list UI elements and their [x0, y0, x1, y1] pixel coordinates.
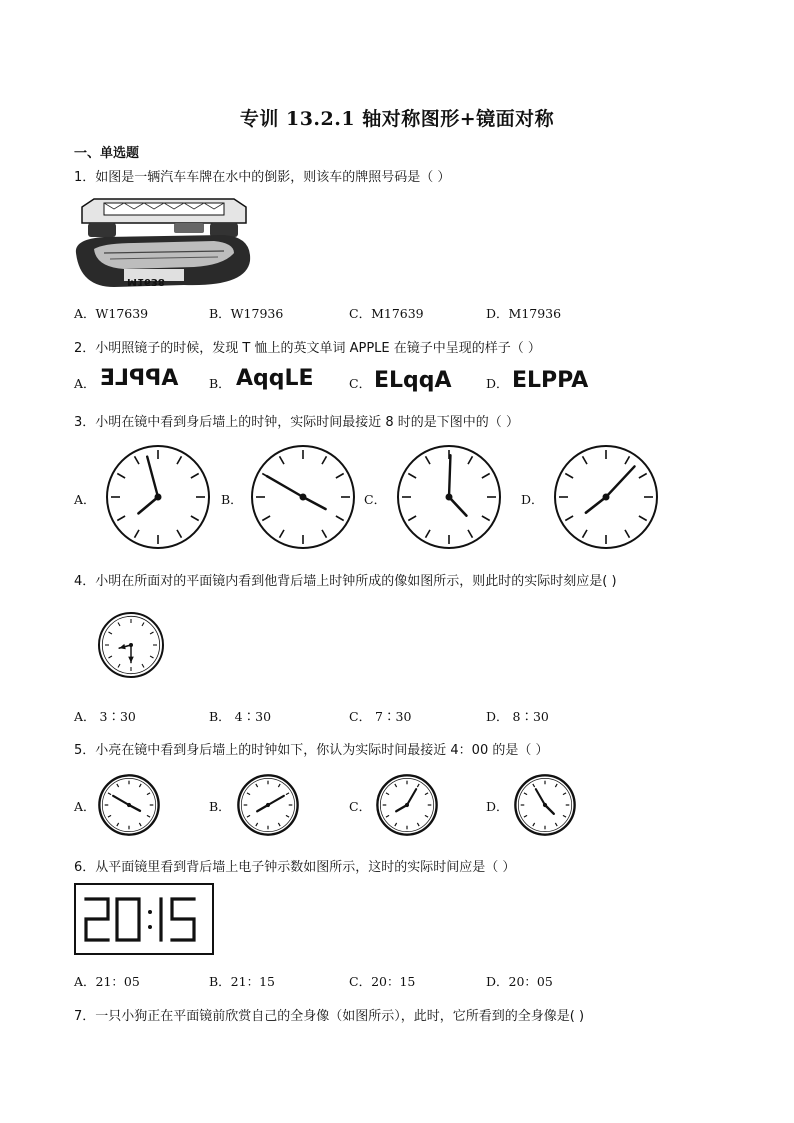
clock-hub: [127, 803, 131, 807]
q6-option-b[interactable]: B．21：15: [209, 974, 275, 989]
q2-word-a: APPLE: [100, 366, 179, 391]
question-2-stem: 2．小明照镜子的时候，发现 T 恤上的英文单词 APPLE 在镜子中呈现的样子（ ）: [74, 341, 541, 356]
q4-option-b[interactable]: B． 4∶30: [209, 709, 272, 724]
minute-hand: [449, 455, 450, 497]
digital-clock-display: [74, 883, 214, 955]
q1-option-a[interactable]: A．W17639: [74, 306, 149, 321]
clock-hub: [603, 494, 610, 501]
q3-label-a[interactable]: A．: [74, 492, 96, 507]
q1-option-d[interactable]: D．M17936: [486, 306, 562, 321]
plate-reflection-text: M1638: [127, 276, 165, 287]
q4-option-c[interactable]: C． 7∶30: [349, 709, 412, 724]
clock-hub: [155, 494, 162, 501]
q4-clock: [95, 609, 167, 681]
q3-clock-a[interactable]: [104, 443, 212, 551]
question-5-stem: 5．小亮在镜中看到身后墙上的时钟如下，你认为实际时间最接近 4：00 的是（ ）: [74, 743, 549, 758]
q6-option-c[interactable]: C．20：15: [349, 974, 416, 989]
q2-word-b: AqqLE: [236, 366, 314, 391]
q1-option-b[interactable]: B．W17936: [209, 306, 284, 321]
clock-hub: [446, 494, 453, 501]
q2-word-c: ELqqA: [374, 368, 452, 393]
clock-hub: [405, 803, 409, 807]
q2-word-d: ELPPA: [512, 368, 589, 393]
question-1-stem: 1．如图是一辆汽车车牌在水中的倒影，则该车的牌照号码是（ ）: [74, 170, 451, 185]
question-7-stem: 7．一只小狗正在平面镜前欣赏自己的全身像（如图所示），此时，它所看到的全身像是( ): [74, 1009, 585, 1024]
q5-clock-a[interactable]: [97, 773, 161, 837]
q3-label-d[interactable]: D．: [521, 492, 544, 507]
q3-clock-c[interactable]: [395, 443, 503, 551]
section-heading: 一、单选题: [74, 146, 140, 161]
q5-clock-c[interactable]: [375, 773, 439, 837]
q5-label-a[interactable]: A．: [74, 799, 96, 814]
car-reflection-image: [74, 193, 252, 291]
q3-label-b[interactable]: B．: [221, 492, 243, 507]
q5-clock-b[interactable]: [236, 773, 300, 837]
question-4-stem: 4．小明在所面对的平面镜内看到他背后墙上时钟所成的像如图所示，则此时的实际时刻应是( ): [74, 574, 617, 589]
q3-clock-b[interactable]: [249, 443, 357, 551]
q6-option-d[interactable]: D．20：05: [486, 974, 553, 989]
clock-hub: [266, 803, 270, 807]
question-3-stem: 3．小明在镜中看到身后墙上的时钟，实际时间最接近 8 时的是下图中的（ ）: [74, 415, 519, 430]
question-6-stem: 6．从平面镜里看到背后墙上电子钟示数如图所示，这时的实际时间应是（ ）: [74, 860, 516, 875]
page-title: 专训 13.2.1 轴对称图形+镜面对称: [239, 108, 555, 130]
q3-label-c[interactable]: C．: [364, 492, 387, 507]
q4-option-a[interactable]: A． 3∶30: [74, 709, 136, 724]
q1-option-c[interactable]: C．M17639: [349, 306, 424, 321]
q2-label-a[interactable]: A．: [74, 376, 96, 391]
q4-option-d[interactable]: D． 8∶30: [486, 709, 549, 724]
q5-label-c[interactable]: C．: [349, 799, 372, 814]
q5-label-d[interactable]: D．: [486, 799, 509, 814]
clock-hub: [300, 494, 307, 501]
q3-clock-d[interactable]: [552, 443, 660, 551]
clock-hub: [543, 803, 547, 807]
q5-label-b[interactable]: B．: [209, 799, 231, 814]
q2-label-b[interactable]: B．: [209, 376, 231, 391]
q2-label-d[interactable]: D．: [486, 376, 509, 391]
clock-hub: [129, 643, 133, 647]
q5-clock-d[interactable]: [513, 773, 577, 837]
q2-label-c[interactable]: C．: [349, 376, 372, 391]
q6-option-a[interactable]: A．21：05: [74, 974, 140, 989]
